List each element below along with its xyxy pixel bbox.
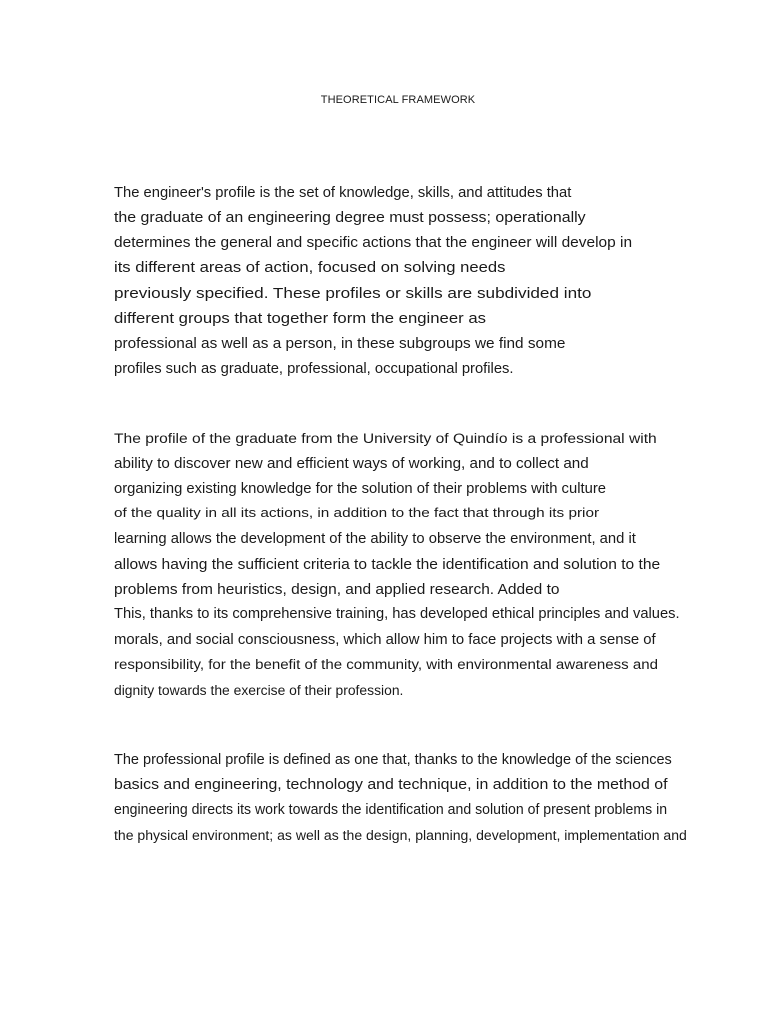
text-line: different groups that together form the engineer as	[114, 311, 486, 327]
text-line: The engineer's profile is the set of knowledge, skills, and attitudes that	[114, 185, 572, 201]
text-line: its different areas of action, focused on solving needs	[114, 260, 506, 276]
document-title: THEORETICAL FRAMEWORK	[320, 94, 476, 106]
text-line: The professional profile is defined as one that, thanks to the knowledge of the sciences	[114, 752, 672, 768]
text-line: problems from heuristics, design, and applied research. Added to	[114, 582, 560, 598]
text-line: This, thanks to its comprehensive training, has developed ethical principles and values.	[114, 606, 680, 622]
text-line: learning allows the development of the ability to observe the environment, and it	[114, 531, 636, 547]
text-line: The profile of the graduate from the University of Quindío is a professional with	[114, 431, 657, 446]
text-line: allows having the sufficient criteria to tackle the identification and solution to the	[114, 557, 661, 573]
text-line: responsibility, for the benefit of the community, with environmental awareness and	[114, 657, 658, 672]
text-line: previously specified. These profiles or skills are subdivided into	[114, 286, 592, 302]
text-line: profiles such as graduate, professional, occupational profiles.	[114, 361, 514, 377]
text-line: determines the general and specific actions that the engineer will develop in	[114, 235, 633, 251]
text-line: of the quality in all its actions, in addition to the fact that through its prior	[114, 506, 600, 520]
text-line: ability to discover new and efficient ways of working, and to collect and	[114, 456, 589, 472]
text-line: engineering directs its work towards the identification and solution of present problems in	[114, 802, 668, 818]
text-line: the physical environment; as well as the design, planning, development, implementation and	[114, 828, 687, 843]
text-line: organizing existing knowledge for the solution of their problems with culture	[114, 481, 606, 497]
text-line: basics and engineering, technology and technique, in addition to the method of	[114, 777, 668, 793]
text-line: the graduate of an engineering degree must possess; operationally	[114, 210, 586, 226]
text-line: morals, and social consciousness, which allow him to face projects with a sense of	[114, 632, 656, 648]
text-line: dignity towards the exercise of their profession.	[114, 683, 404, 698]
text-line: professional as well as a person, in these subgroups we find some	[114, 336, 566, 352]
